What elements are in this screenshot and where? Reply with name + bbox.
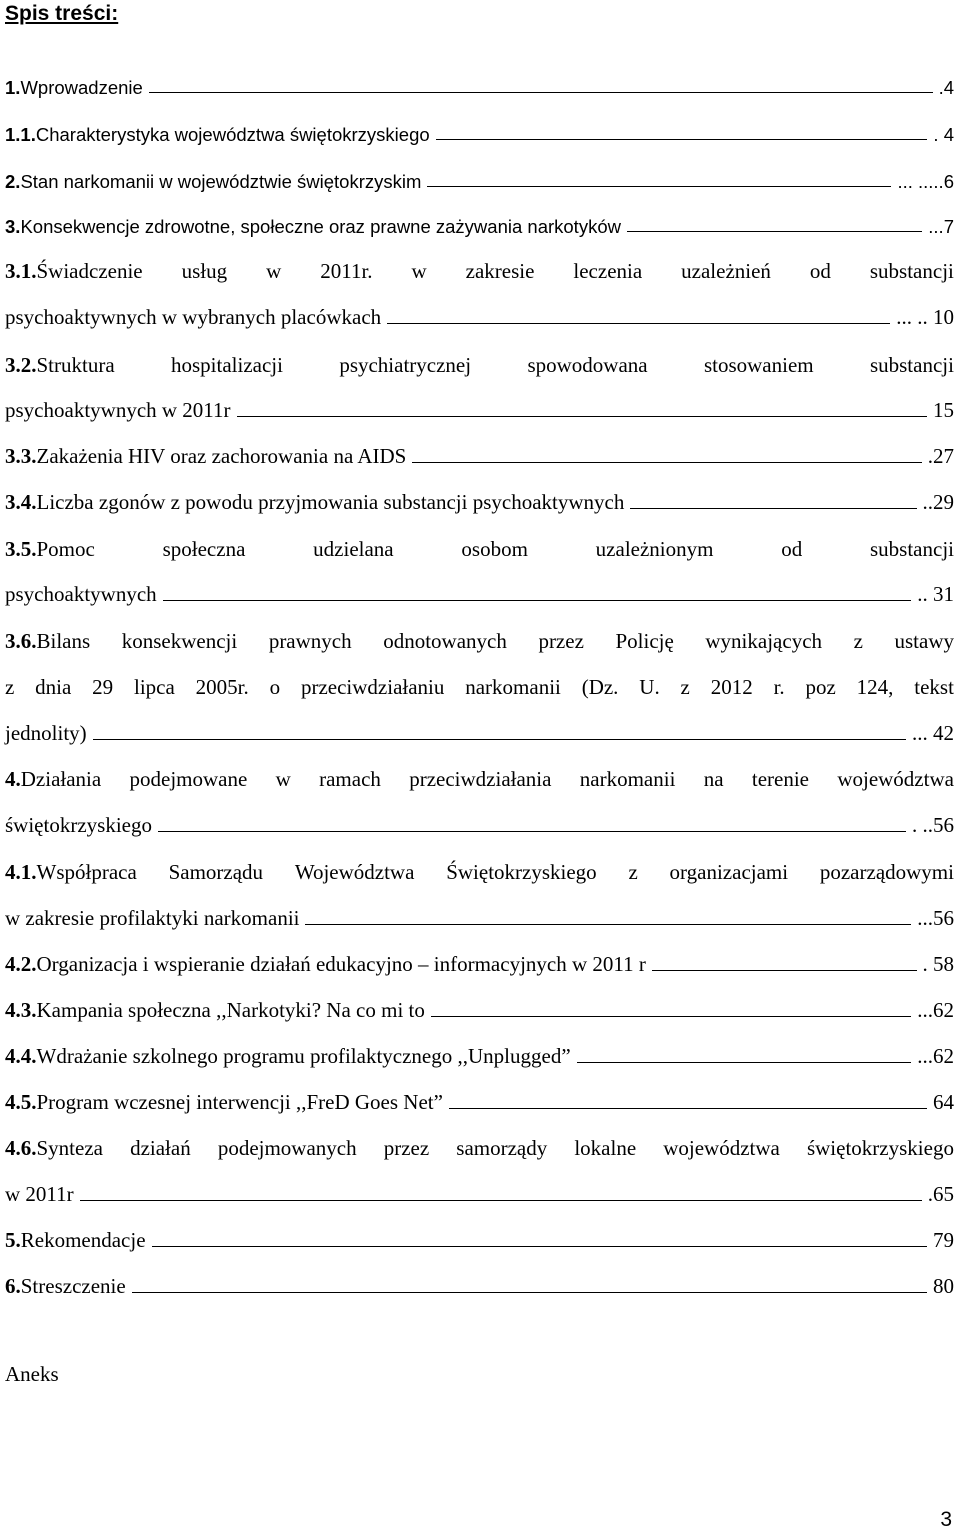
toc-word: zakresie [465,259,535,283]
toc-page-ref: ...62 [917,998,954,1022]
toc-word: przez [538,629,584,653]
toc-leader-line [149,92,933,93]
toc-line[interactable] [5,1177,954,1207]
toc-line[interactable] [5,208,954,238]
toc-word: Synteza [36,1136,103,1160]
toc-page-ref: ...62 [917,1044,954,1068]
toc-word: na [703,767,724,791]
toc-word: r. [773,675,785,699]
toc-line[interactable] [5,762,954,792]
toc-page-ref: . 58 [922,952,954,976]
toc-entry-number: 3.6. [5,629,37,653]
toc-entry-text: Liczba zgonów z powodu przyjmowania substancji psychoaktywnych [36,490,625,514]
toc-word: U. [639,675,660,699]
toc-entry-head [5,353,115,378]
toc-leader-line [152,1246,927,1247]
toc-entry-text: Kampania społeczna ,,Narkotyki? Na co mi to [36,998,425,1022]
toc-entry-number: 4. [5,767,21,791]
toc-word: z [628,860,638,884]
toc-word: hospitalizacji [171,353,283,377]
toc-line[interactable] [5,439,954,469]
toc-entry-number: 4.3. [5,998,37,1022]
toc-entry-number: 3.3. [5,444,37,468]
toc-word: o [269,675,281,699]
toc-word: psychiatrycznej [339,353,472,377]
toc-word: odnotowanych [383,629,507,653]
toc-entry-number: 5. [5,1228,21,1252]
toc-word: z [680,675,690,699]
toc-leader-line [80,1200,922,1201]
toc-word: (Dz. [581,675,619,699]
toc-entry-text: Program wczesnej interwencji ,,FreD Goes Net” [36,1090,443,1114]
toc-word: przez [383,1136,430,1160]
toc-word: w [266,259,282,283]
toc-word: dnia [35,675,72,699]
toc-entry-number: 1. [5,77,21,98]
toc-line[interactable] [5,300,954,330]
toc-word: przeciwdziałania [409,767,552,791]
aneks-heading: Aneks [5,1362,59,1386]
toc-entry-number: 3. [5,216,21,237]
toc-word: 2005r. [195,675,249,699]
toc-word: 124, [856,675,894,699]
toc-entry-head [5,629,90,654]
toc-leader-line [449,1108,927,1109]
toc-entry-head [5,860,137,885]
toc-word: udzielana [313,537,394,561]
toc-leader-line [305,924,911,925]
toc-word: społeczna [162,537,246,561]
toc-word: Województwa [294,860,415,884]
toc-entry-number: 4.6. [5,1136,37,1160]
toc-word: konsekwencji [121,629,238,653]
toc-entry-head [5,1136,103,1161]
toc-word: świętokrzyskiego [806,1136,954,1160]
toc-leader-line [431,1016,911,1017]
toc-line[interactable] [5,993,954,1023]
toc-entry-text: świętokrzyskiego [5,813,152,837]
toc-entry-text: psychoaktywnych [5,582,157,606]
toc-word: stosowaniem [703,353,814,377]
toc-page-ref: .27 [927,444,954,468]
toc-word: tekst [914,675,954,699]
toc-entry-text: Wprowadzenie [20,77,143,98]
toc-word: terenie [751,767,809,791]
toc-word: usług [181,259,228,283]
toc-leader-line [652,970,917,971]
toc-entry-number: 4.5. [5,1090,37,1114]
toc-leader-line [93,739,906,740]
toc-word: uzależnionym [595,537,714,561]
toc-word: Działania [20,767,102,791]
toc-word: Struktura [36,353,115,377]
toc-page-ref: ... 42 [912,721,954,745]
toc-word: lokalne [574,1136,637,1160]
toc-line[interactable] [5,670,954,700]
toc-page-ref: .4 [938,77,954,98]
toc-word: województwa [837,767,954,791]
toc-entry-text: Organizacja i wspieranie działań edukacyjno – informacyjnych w 2011 r [36,952,646,976]
toc-entry-number: 6. [5,1274,21,1298]
toc-word: Świadczenie [36,259,143,283]
toc-line[interactable] [5,577,954,607]
toc-title: Spis treści: [5,2,119,25]
toc-leader-line [627,231,922,232]
toc-line[interactable] [5,716,954,746]
toc-leader-line [412,462,921,463]
toc-entry-text: psychoaktywnych w 2011r [5,398,231,422]
toc-entry-text: Zakażenia HIV oraz zachorowania na AIDS [36,444,407,468]
toc-word: prawnych [268,629,352,653]
toc-page-ref: 80 [933,1274,954,1298]
toc-page-ref: ...7 [928,216,954,237]
toc-entry-number: 1.1. [5,124,36,145]
toc-line[interactable] [5,348,954,378]
toc-line[interactable] [5,393,954,423]
toc-line[interactable] [5,624,954,654]
toc-line[interactable] [5,808,954,838]
toc-entry-head [5,259,143,284]
toc-entry-text: Konsekwencje zdrowotne, społeczne oraz prawne zażywania narkotyków [20,216,621,237]
toc-page-ref: ... .. 10 [896,305,954,329]
toc-line[interactable] [5,1039,954,1069]
toc-word: podejmowanych [217,1136,357,1160]
toc-leader-line [387,323,890,324]
toc-word: z [853,629,863,653]
toc-word: uzależnień [681,259,771,283]
toc-entry-text: psychoaktywnych w wybranych placówkach [5,305,382,329]
toc-word: działań [130,1136,191,1160]
toc-word: od [809,259,831,283]
toc-entry-text: Streszczenie [20,1274,126,1298]
toc-leader-line [163,600,912,601]
toc-word: lipca [134,675,175,699]
toc-word: ramach [319,767,381,791]
toc-word: substancji [870,537,954,561]
toc-word: substancji [869,353,954,377]
toc-line[interactable] [5,1131,954,1161]
toc-word: ustawy [894,629,954,653]
toc-word: 29 [92,675,114,699]
toc-word: 2011r. [320,259,373,283]
toc-word: substancji [869,259,954,283]
toc-word: wynikających [705,629,823,653]
toc-leader-line [427,186,891,187]
toc-word: organizacjami [669,860,789,884]
toc-leader-line [158,831,906,832]
toc-line[interactable] [5,163,954,193]
toc-leader-line [630,508,916,509]
toc-page-ref: ... .....6 [897,171,954,192]
toc-entry-number: 2. [5,171,21,192]
toc-entry-number: 4.1. [5,860,37,884]
toc-word: poz [805,675,836,699]
toc-word: w [411,259,427,283]
toc-page-ref: ..29 [922,490,954,514]
toc-word: Świętokrzyskiego [446,860,597,884]
toc-word: samorządy [456,1136,548,1160]
page-number: 3 [940,1508,952,1531]
toc-entry-text: Rekomendacje [20,1228,146,1252]
toc-line[interactable] [5,69,954,99]
toc-entry-number: 4.4. [5,1044,37,1068]
toc-word: osobom [461,537,528,561]
toc-entry-number: 3.2. [5,353,37,377]
toc-word: od [781,537,803,561]
toc-line[interactable] [5,485,954,515]
toc-line[interactable] [5,532,954,562]
toc-word: Samorządu [168,860,264,884]
toc-word: 2012 [710,675,753,699]
toc-page-ref: .. 31 [917,582,954,606]
toc-line[interactable] [5,947,954,977]
toc-page-ref: 79 [933,1228,954,1252]
toc-word: narkomanii [579,767,676,791]
toc-word: Policję [615,629,674,653]
toc-word: Współpraca [36,860,137,884]
toc-line[interactable] [5,116,954,146]
toc-leader-line [577,1062,912,1063]
toc-entry-number: 3.1. [5,259,37,283]
toc-word: w [275,767,291,791]
toc-word: województwa [663,1136,780,1160]
toc-word: przeciwdziałaniu [300,675,445,699]
toc-word: Pomoc [36,537,95,561]
toc-entry-number: 4.2. [5,952,37,976]
toc-entry-head [5,767,101,792]
toc-entry-text: w zakresie profilaktyki narkomanii [5,906,300,930]
toc-word: podejmowane [129,767,248,791]
toc-page-ref: 64 [933,1090,954,1114]
toc-page-ref: ...56 [917,906,954,930]
toc-page-ref: 15 [933,398,954,422]
toc-leader-line [237,416,927,417]
toc-line[interactable] [5,1223,954,1253]
toc-word: z [5,675,15,699]
toc-word: leczenia [573,259,643,283]
toc-entry-text: w 2011r [5,1182,74,1206]
toc-entry-head [5,537,95,562]
toc-line[interactable] [5,1269,954,1299]
toc-entry-text: jednolity) [5,721,87,745]
toc-page-ref: . 4 [933,124,954,145]
toc-line[interactable] [5,1085,954,1115]
toc-word: narkomanii [465,675,561,699]
toc-entry-number: 3.4. [5,490,37,514]
toc-page-ref: .65 [927,1182,954,1206]
toc-entry-text: Wdrażanie szkolnego programu profilaktycznego ,,Unplugged” [36,1044,571,1068]
toc-leader-line [132,1292,927,1293]
toc-line[interactable] [5,254,954,284]
toc-word: pozarządowymi [819,860,954,884]
toc-entry-text: Charakterystyka województwa świętokrzyskiego [35,124,430,145]
toc-word: Bilans [36,629,91,653]
toc-line[interactable] [5,855,954,885]
toc-entry-number: 3.5. [5,537,37,561]
toc-page-ref: . ..56 [912,813,954,837]
toc-line[interactable] [5,901,954,931]
toc-entry-text: Stan narkomanii w województwie świętokrzyskim [20,171,422,192]
toc-word: spowodowana [527,353,648,377]
toc-leader-line [436,139,928,140]
